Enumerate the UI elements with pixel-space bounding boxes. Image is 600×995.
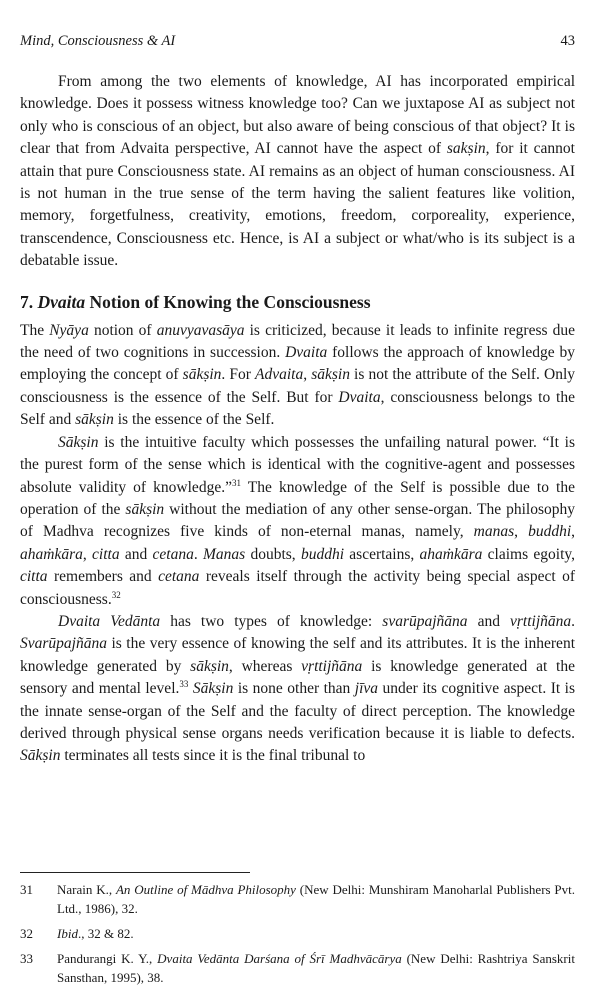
text-run: ., 32 & 82. — [77, 926, 134, 941]
paragraph — [20, 432, 575, 611]
text-run: Sākṣin — [58, 433, 99, 451]
text-run: , — [303, 366, 312, 384]
footnote — [20, 880, 575, 918]
text-run: , — [82, 545, 93, 563]
text-run: Dvaita — [285, 344, 328, 362]
text-run: . For — [221, 366, 255, 384]
text-run: sākṣin — [182, 366, 222, 384]
text-run: Advaita — [255, 366, 304, 384]
paragraph — [20, 320, 575, 432]
text-run: ahaṁkāra — [20, 545, 83, 563]
text-run: Nyāya — [49, 321, 89, 339]
text-run: and — [119, 545, 153, 563]
text-run: follows the approach of knowledge by employing the concept of — [20, 344, 575, 384]
text-run: Dvaita Vedānta — [58, 612, 161, 630]
text-run: is the essence of the Self. — [113, 411, 275, 429]
text-run: without the mediation of any other sense-organ. The philosophy of Madhva recognizes five kinds of non-eternal manas, namely, — [20, 500, 575, 541]
text-run: Ibid — [57, 926, 78, 941]
text-run: Sākṣin — [192, 680, 234, 698]
text-run: , — [571, 523, 576, 541]
text-run: . — [193, 545, 203, 563]
text-run: Manas — [202, 545, 246, 563]
text-run: anuvyavasāya — [156, 321, 245, 339]
page-number: 43 — [560, 33, 575, 49]
footnote-number: 31 — [20, 882, 33, 897]
text-run: The knowledge of the Self is possible due to the operation of the — [20, 478, 575, 518]
running-header — [20, 33, 575, 50]
section-number: 7. — [20, 291, 34, 312]
text-run: (New Delhi: Munshiram Manoharlal Publishers Pvt. Ltd., 1986), 32. — [57, 882, 576, 916]
footnote — [20, 949, 575, 987]
text-run: is not the attribute of the Self. Only consciousness is the essence of the Self. But for — [20, 366, 576, 406]
text-run: doubts, — [245, 545, 301, 563]
footnote-ref: 33 — [179, 679, 189, 689]
text-run: sākṣin — [311, 366, 350, 384]
text-run: . — [571, 612, 576, 630]
section-heading — [20, 290, 575, 314]
text-run: is the very essence of knowing the self and its attributes. It is the inherent knowledge generated by — [20, 635, 575, 675]
footnote-number: 33 — [20, 951, 33, 966]
paragraph — [20, 71, 575, 273]
text-run: is knowledge generated at the sensory and mental level. — [20, 657, 575, 698]
text-run: An Outline of Mādhva Philosophy — [115, 882, 296, 897]
text-run: From among the two elements of knowledge, AI has incorporated empirical knowledge. Does it possess witness knowledge too? Can we juxtapose AI as subject not only who is conscious of an object, but also aware of being conscious of that object? It is clear that from Advaita perspective, AI cannot have the aspect of — [20, 73, 575, 158]
text-run: sākṣin — [190, 657, 229, 675]
text-run: ahaṁkāra — [419, 545, 483, 563]
footnote-text — [57, 949, 575, 987]
text-run: is the intuitive faculty which possesses the unfailing natural power. “It is the purest form of the sense which is identical with the cognitive-agent and possesses absolute validity of knowledge.” — [20, 433, 575, 496]
footnote-ref: 32 — [111, 589, 121, 600]
footnote — [20, 924, 575, 943]
text-run: claims egoity, — [482, 545, 576, 563]
text-run: remembers and — [47, 568, 159, 586]
running-title: Mind, Consciousness & AI — [20, 33, 176, 49]
text-run: sakṣin — [446, 140, 486, 158]
footnote-divider — [20, 872, 250, 873]
text-run: reveals itself through the activity being special aspect of consciousness. — [20, 568, 575, 608]
text-run: Svarūpajñāna — [20, 635, 107, 653]
text-run: vṛttijñāna — [301, 657, 363, 675]
text-run: cetana — [158, 568, 200, 586]
text-run: buddhi — [300, 545, 345, 563]
text-run: Narain K., — [57, 882, 116, 897]
text-run: buddhi — [528, 523, 572, 541]
text-run: , whereas — [228, 657, 302, 675]
text-run: ascertains, — [344, 545, 420, 563]
footnote-ref: 31 — [231, 477, 241, 488]
text-run: and — [467, 612, 510, 630]
text-run: manas — [473, 523, 515, 541]
text-run: is none other than — [233, 680, 355, 698]
main-text — [20, 71, 575, 768]
text-run: Dvaita — [338, 388, 381, 406]
text-run: sākṣin — [125, 500, 165, 518]
footnote-text — [57, 924, 575, 943]
text-run: is criticized, because it leads to infinite regress due the need of two cognitions in succession. — [20, 321, 576, 362]
text-run: cetana — [152, 545, 194, 563]
text-run: , consciousness belongs to the Self and — [20, 388, 575, 429]
text-run: , — [514, 523, 529, 541]
text-run: Dvaita Vedānta Darśana of Śrī Madhvācārya — [157, 951, 402, 966]
text-run: citta — [92, 545, 120, 563]
footnote-text — [57, 880, 575, 918]
text-run: Pandurangi K. Y., — [57, 951, 158, 966]
text-run: has two types of knowledge: — [160, 612, 383, 630]
text-run: , for it cannot attain that pure Consciousness state. AI remains as an object of human consciousness. AI is not human in the true sense of the term having the salient features like volition, memory, forgetfulness, creativity, emotions, freedom, corporeality, experience, transcendence, Consciousness etc. Hence, is AI a subject or what/who is its subject is a debatable issue. — [20, 140, 575, 270]
text-run: sākṣin — [75, 411, 114, 429]
text-run: terminates all tests since it is the final tribunal to — [60, 747, 366, 765]
text-run: vṛttijñāna — [510, 612, 572, 630]
text-run: jīva — [354, 680, 379, 698]
text-run: Sākṣin — [20, 747, 61, 765]
footnote-number: 32 — [20, 926, 33, 941]
paragraph — [20, 611, 575, 768]
text-run: The — [20, 321, 50, 339]
text-run: notion of — [88, 321, 157, 339]
footnotes — [20, 880, 575, 993]
text-run: citta — [20, 568, 48, 586]
text-run: (New Delhi: Rashtriya Sanskrit Sansthan, 1995), 38. — [57, 951, 575, 985]
section-title-text: Notion of Knowing the Consciousness — [85, 291, 371, 312]
text-run: under its cognitive aspect. It is the innate sense-organ of the Self and the faculty of direct perception. The knowledge derived through physical sense organs needs verification because it is liable to defects. — [20, 680, 575, 742]
text-run: svarūpajñāna — [382, 612, 468, 630]
section-title-italic: Dvaita — [37, 291, 86, 312]
